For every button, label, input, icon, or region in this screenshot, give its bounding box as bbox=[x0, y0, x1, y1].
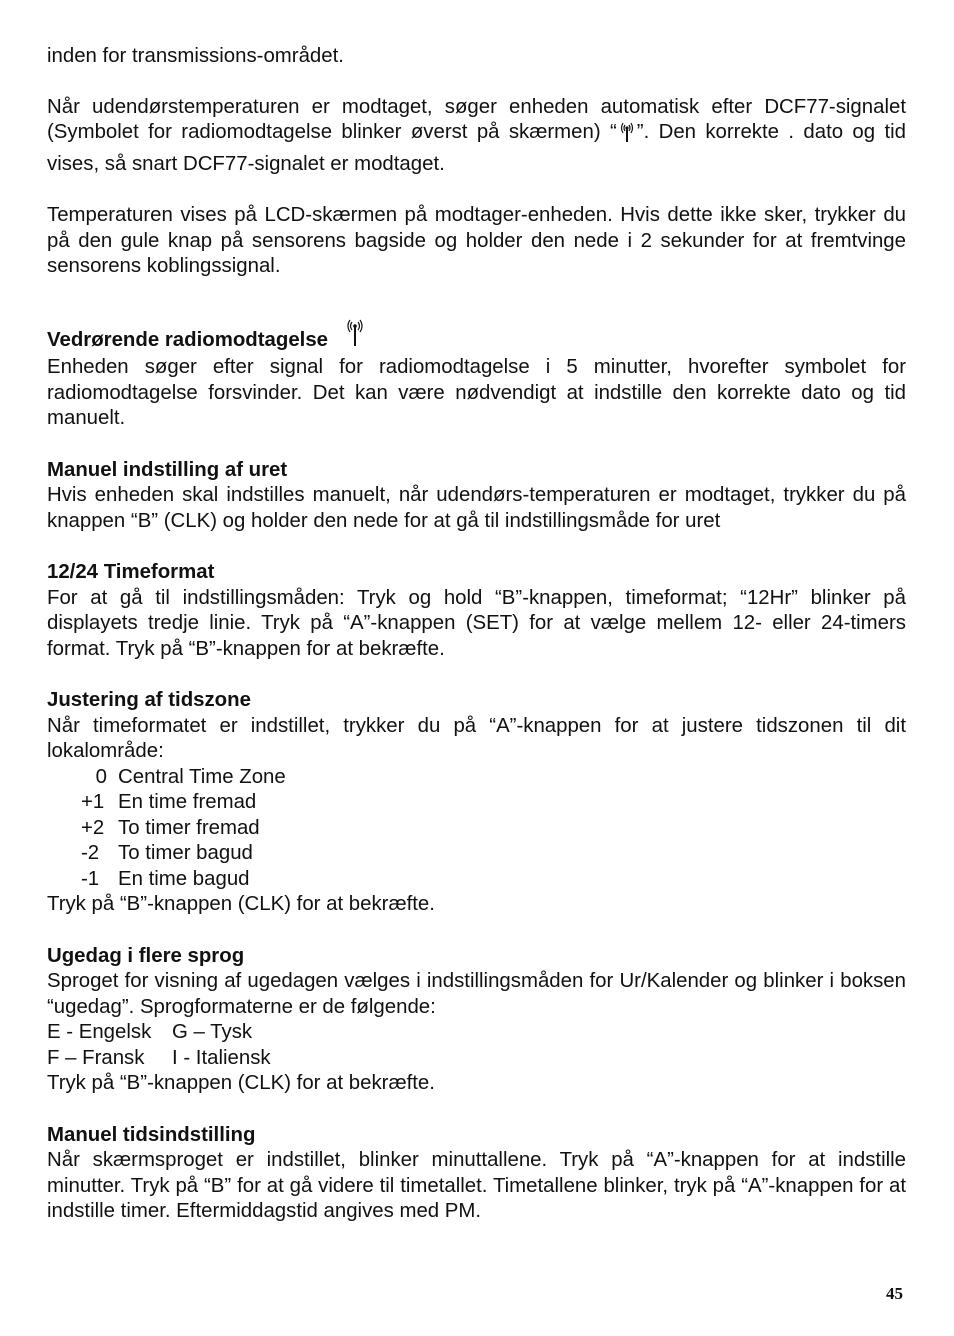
radio-reception-icon bbox=[346, 318, 364, 356]
timezone-label: To timer fremad bbox=[118, 816, 260, 839]
radio-reception-icon bbox=[619, 120, 635, 152]
section-body: For at gå til indstillingsmåden: Tryk og hold “B”-knappen, timeformat; “12Hr” blinker på displayets tredje linie. Tryk på “A”-knappen (SET) for at vælge mellem 12- eller 24-timers format. Tryk på “B”-knappen for at bekræfte. bbox=[47, 586, 906, 660]
section-radio bbox=[47, 318, 906, 356]
section-body: Enheden søger efter signal for radiomodtagelse i 5 minutter, hvorefter symbolet for radiomodtagelse forsvinder. Det kan være nødvendigt at indstille den korrekte dato og tid manuelt. bbox=[47, 356, 906, 429]
section-heading: Vedrørende radiomodtagelse bbox=[47, 328, 329, 351]
list-item bbox=[47, 867, 906, 893]
language-option: I - Italiensk bbox=[172, 1046, 271, 1069]
timezone-code: 0 bbox=[95, 765, 107, 788]
timezone-label: En time bagud bbox=[118, 867, 250, 890]
language-row bbox=[47, 1046, 906, 1072]
section-heading: Ugedag i flere sprog bbox=[47, 944, 245, 967]
intro-paragraph-temperature: Temperaturen vises på LCD-skærmen på modtager-enheden. Hvis dette ikke sker, trykker du på den gule knap på sensorens bagside og holder den nede i 2 sekunder for at fremtvinge sensorens koblingssignal. bbox=[47, 204, 906, 277]
intro-text-after-icon: ”. Den korrekte . dato og tid vises, så snart DCF77-signalet er modtaget. bbox=[47, 121, 906, 175]
document-page bbox=[47, 44, 906, 1225]
section-confirm: Tryk på “B”-knappen (CLK) for at bekræfte. bbox=[47, 893, 435, 915]
section-body: Sproget for visning af ugedagen vælges i indstillingsmåden for Ur/Kalender og blinker i boksen “ugedag”. Sprogformaterne er de følgende: bbox=[47, 970, 906, 1018]
intro-paragraph bbox=[47, 95, 906, 178]
timezone-code: +1 bbox=[81, 791, 105, 813]
page-number: 45 bbox=[886, 1284, 903, 1303]
intro-text-before-icon: Når udendørstemperaturen er modtaget, søger enheden automatisk efter DCF77-signalet (Symbolet for radiomodtagelse blinker øverst på skærmen) “ bbox=[47, 95, 906, 143]
language-option: G – Tysk bbox=[172, 1021, 253, 1043]
timezone-label: En time fremad bbox=[118, 791, 257, 813]
section-heading: Manuel tidsindstilling bbox=[47, 1123, 256, 1146]
list-item bbox=[47, 765, 906, 791]
section-heading: 12/24 Timeformat bbox=[47, 561, 215, 583]
list-item bbox=[47, 841, 906, 867]
timezone-code: -2 bbox=[81, 842, 100, 864]
timezone-code: -1 bbox=[81, 867, 100, 890]
language-row bbox=[47, 1020, 906, 1046]
timezone-list bbox=[47, 765, 906, 893]
section-body: Når timeformatet er indstillet, trykker du på “A”-knappen for at justere tidszonen til dit lokalområde: bbox=[47, 714, 906, 762]
section-confirm: Tryk på “B”-knappen (CLK) for at bekræfte. bbox=[47, 1072, 435, 1094]
section-heading: Manuel indstilling af uret bbox=[47, 458, 288, 481]
section-heading: Justering af tidszone bbox=[47, 689, 251, 711]
timezone-code: +2 bbox=[81, 816, 105, 839]
language-option: E - Engelsk bbox=[47, 1021, 152, 1043]
list-item bbox=[47, 790, 906, 816]
timezone-label: To timer bagud bbox=[118, 842, 253, 864]
intro-line: inden for transmissions-området. bbox=[47, 45, 344, 67]
language-option: F – Fransk bbox=[47, 1046, 145, 1069]
timezone-label: Central Time Zone bbox=[118, 765, 286, 788]
list-item bbox=[47, 816, 906, 842]
section-body: Når skærmsproget er indstillet, blinker minuttallene. Tryk på “A”-knappen for at indstille minutter. Tryk på “B” for at gå videre til timetallet. Timetallene blinker, tryk på “A”-knappen for at indstille timer. Eftermiddagstid angives med PM. bbox=[47, 1149, 906, 1222]
section-body: Hvis enheden skal indstilles manuelt, når udendørs-temperaturen er modtaget, trykker du på knappen “B” (CLK) og holder den nede for at gå til indstillingsmåde for uret bbox=[47, 484, 906, 532]
